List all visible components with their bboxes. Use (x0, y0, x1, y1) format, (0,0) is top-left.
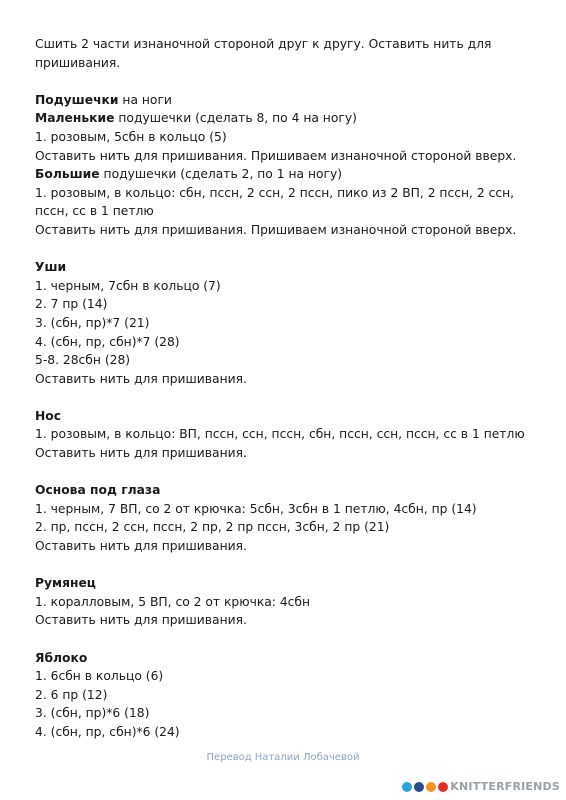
blush-finish: Оставить нить для пришивания. (35, 613, 247, 628)
section-heading-ears: Уши (35, 260, 67, 275)
big-pads-row-cont: пссн, сс в 1 петлю (35, 204, 154, 219)
small-pads-bold: Маленькие (35, 111, 115, 126)
eye-base-row: 2. пр, пссн, 2 ссн, пссн, 2 пр, 2 пр пссн, 3сбн, 2 пр (21) (35, 520, 390, 535)
ears-finish: Оставить нить для пришивания. (35, 371, 247, 386)
intro-line-2: пришивания. (35, 55, 121, 70)
pattern-document (35, 35, 545, 742)
ears-row: 4. (сбн, пр, сбн)*7 (28) (35, 334, 180, 349)
ears-row: 3. (сбн, пр)*7 (21) (35, 315, 150, 330)
apple-row: 2. 6 пр (12) (35, 687, 108, 702)
big-pads-rest: подушечки (сделать 2, по 1 на ногу) (99, 167, 343, 182)
knitterfriends-watermark (402, 780, 560, 793)
apple-row: 4. (сбн, пр, сбн)*6 (24) (35, 724, 180, 739)
translator-credit: Перевод Наталии Лобачевой (206, 752, 360, 763)
big-pads-finish: Оставить нить для пришивания. Пришиваем изнаночной стороной вверх. (35, 222, 517, 237)
spacer (35, 240, 545, 259)
small-pads-row: 1. розовым, 5сбн в кольцо (5) (35, 129, 227, 144)
spacer (35, 72, 545, 91)
spacer (35, 388, 545, 407)
spacer (35, 630, 545, 649)
youtube-icon (438, 782, 448, 792)
big-pads-bold: Большие (35, 167, 100, 182)
section-heading-pads (35, 91, 545, 110)
eye-base-row: 1. черным, 7 ВП, со 2 от крючка: 5сбн, 3сбн в 1 петлю, 4сбн, пр (14) (35, 501, 477, 516)
apple-row: 3. (сбн, пр)*6 (18) (35, 706, 150, 721)
eye-base-finish: Оставить нить для пришивания. (35, 539, 247, 554)
section-heading-eye-base: Основа под глаза (35, 483, 161, 498)
apple-row: 1. 6сбн в кольцо (6) (35, 669, 164, 684)
vk-icon (414, 782, 424, 792)
section-heading-nose: Нос (35, 408, 62, 423)
ears-row: 2. 7 пр (14) (35, 297, 108, 312)
big-pads-title (35, 165, 545, 184)
small-pads-finish: Оставить нить для пришивания. Пришиваем изнаночной стороной вверх. (35, 148, 517, 163)
spacer (35, 463, 545, 482)
nose-row: 1. розовым, в кольцо: ВП, пссн, ссн, пссн, сбн, пссн, ссн, пссн, сс в 1 петлю (35, 427, 525, 442)
intro-line-1: Сшить 2 части изнаночной стороной друг к другу. Оставить нить для (35, 37, 492, 51)
pads-heading-bold: Подушечки (35, 92, 119, 107)
odnoklassniki-icon (426, 782, 436, 792)
small-pads-title (35, 109, 545, 128)
nose-finish: Оставить нить для пришивания. (35, 446, 247, 461)
section-heading-apple: Яблоко (35, 650, 88, 665)
ears-row: 5-8. 28сбн (28) (35, 353, 131, 368)
ears-row: 1. черным, 7сбн в кольцо (7) (35, 278, 221, 293)
small-pads-rest: подушечки (сделать 8, по 4 на ногу) (114, 111, 357, 126)
watermark-text: KNITTERFRIENDS (450, 780, 560, 793)
pads-heading-rest: на ноги (118, 92, 172, 107)
telegram-icon (402, 782, 412, 792)
big-pads-row: 1. розовым, в кольцо: сбн, пссн, 2 ссн, 2 пссн, пико из 2 ВП, 2 пссн, 2 ссн, (35, 185, 515, 200)
section-heading-blush: Румянец (35, 576, 96, 591)
blush-row: 1. коралловым, 5 ВП, со 2 от крючка: 4сбн (35, 594, 311, 609)
spacer (35, 556, 545, 575)
